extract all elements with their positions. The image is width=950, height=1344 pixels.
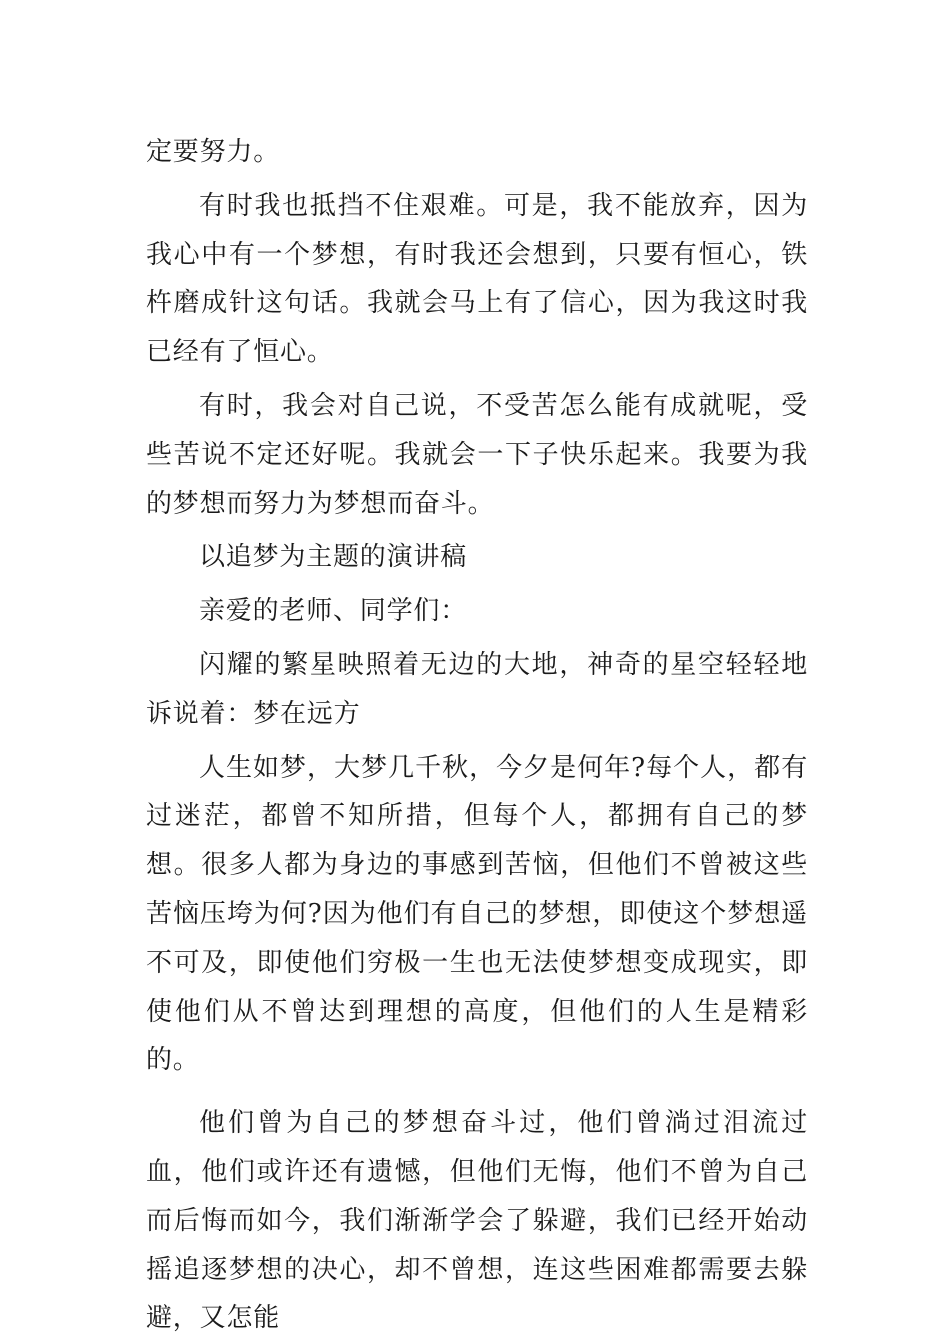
paragraph-struggle: 他们曾为自己的梦想奋斗过，他们曾淌过泪流过血，他们或许还有遗憾，但他们无悔，他们不曾为自己而后悔而如今，我们渐渐学会了躲避，我们已经开始动摇追逐梦想的决心，却不曾想，连这些困难都需要去躲避，又怎能 — [146, 1108, 808, 1334]
paragraph-self-talk: 有时，我会对自己说，不受苦怎么能有成就呢，受些苦说不定还好呢。我就会一下子快乐起来。我要为我的梦想而努力为梦想而奋斗。 — [146, 390, 808, 519]
paragraph-stars: 闪耀的繁星映照着无边的大地，神奇的星空轻轻地诉说着：梦在远方 — [146, 649, 808, 729]
paragraph-continuation: 定要努力。 — [146, 137, 281, 167]
document-body — [146, 128, 808, 1343]
speech-greeting: 亲爱的老师、同学们： — [199, 596, 468, 627]
speech-title: 以追梦为主题的演讲稿 — [199, 542, 468, 573]
paragraph-life-dream: 人生如梦，大梦几千秋，今夕是何年?每个人，都有过迷茫，都曾不知所措，但每个人，都拥有自己的梦想。很多人都为身边的事感到苦恼，但他们不曾被这些苦恼压垮为何?因为他们有自己的梦想，即使这个梦想遥不可及，即使他们穷极一生也无法使梦想变成现实，即使他们从不曾达到理想的高度，但他们的人生是精彩的。 — [146, 752, 808, 1076]
paragraph-perseverance: 有时我也抵挡不住艰难。可是，我不能放弃，因为我心中有一个梦想，有时我还会想到，只要有恒心，铁杵磨成针这句话。我就会马上有了信心，因为我这时我已经有了恒心。 — [146, 190, 808, 368]
